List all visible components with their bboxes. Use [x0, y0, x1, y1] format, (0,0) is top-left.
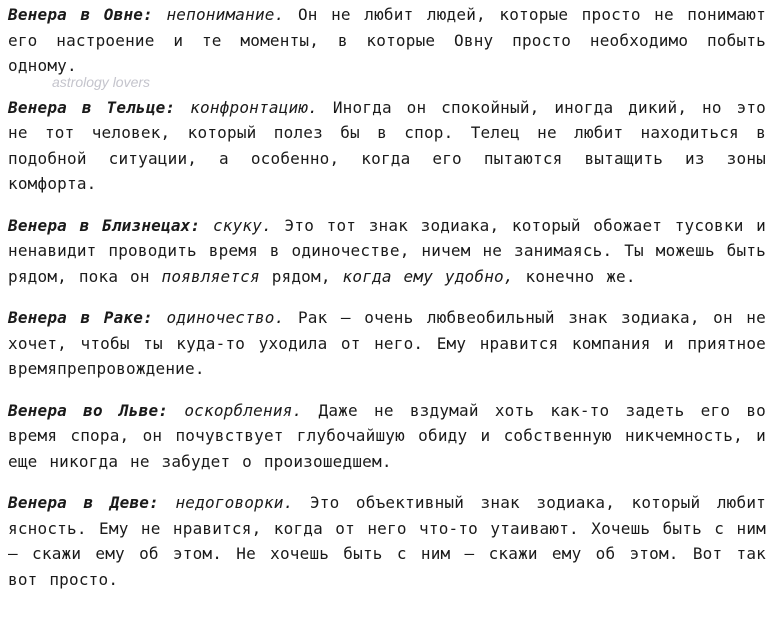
sign-heading: Венера в Тельце:: [8, 97, 176, 117]
sign-heading: Венера в Раке:: [8, 308, 153, 327]
sign-heading: Венера в Деве:: [8, 493, 159, 512]
keyword: оскорбления.: [184, 400, 303, 420]
paragraph-text: Рак — очень любвеобильный знак зодиака, он не хочет, чтобы ты куда-то уходила от него. Ему нравится компания и приятное времяпрепровождение.: [8, 308, 766, 378]
paragraph-text: Это объективный знак зодиака, который любит ясность. Ему не нравится, когда от него что-то утаивают. Хочешь быть с ним — скажи ему об этом. Не хочешь быть с ним — скажи ему об этом. Вот так вот просто.: [8, 493, 766, 589]
paragraph-virgo: [8, 490, 766, 592]
paragraph-text: Даже не вздумай хоть как-то задеть его во время спора, он почувствует глубочайшую обиду и собственную никчемность, и еще никогда не забудет о произошедшем.: [8, 400, 766, 471]
keyword: одиночество.: [166, 308, 285, 327]
emphasis-text: появляется: [161, 266, 260, 286]
keyword: конфронтацию.: [190, 97, 318, 117]
sign-heading: Венера во Льве:: [8, 400, 169, 420]
paragraph-text: конечно же.: [525, 266, 636, 286]
paragraph-text: Иногда он спокойный, иногда дикий, но это не тот человек, который полез бы в спор. Телец не любит находиться в подобной ситуации, а особенно, когда его пытаются вытащить из зоны комфорта.: [8, 97, 766, 193]
sign-heading: Венера в Близнецах:: [8, 215, 201, 235]
sign-heading: Венера в Овне:: [8, 5, 153, 24]
paragraph-aries: [8, 2, 766, 79]
paragraph-text: Это тот знак зодиака, который обожает тусовки и ненавидит проводить время в одиночестве, ничем не занимаясь. Ты можешь быть рядом, пока он: [8, 215, 766, 286]
paragraph-text: рядом,: [271, 266, 331, 286]
paragraph-leo: [8, 398, 766, 475]
keyword: непонимание.: [166, 5, 285, 24]
paragraph-cancer: [8, 305, 766, 382]
paragraph-gemini: [8, 213, 766, 290]
paragraph-text: Он не любит людей, которые просто не понимают его настроение и те моменты, в которые Овну просто необходимо побыть одному.: [8, 5, 766, 75]
keyword: недоговорки.: [175, 493, 294, 512]
paragraph-taurus: [8, 95, 766, 197]
document-body: [8, 2, 766, 608]
emphasis-text: когда ему удобно,: [342, 266, 514, 286]
keyword: скуку.: [212, 215, 272, 235]
watermark: astrology lovers: [52, 74, 151, 90]
